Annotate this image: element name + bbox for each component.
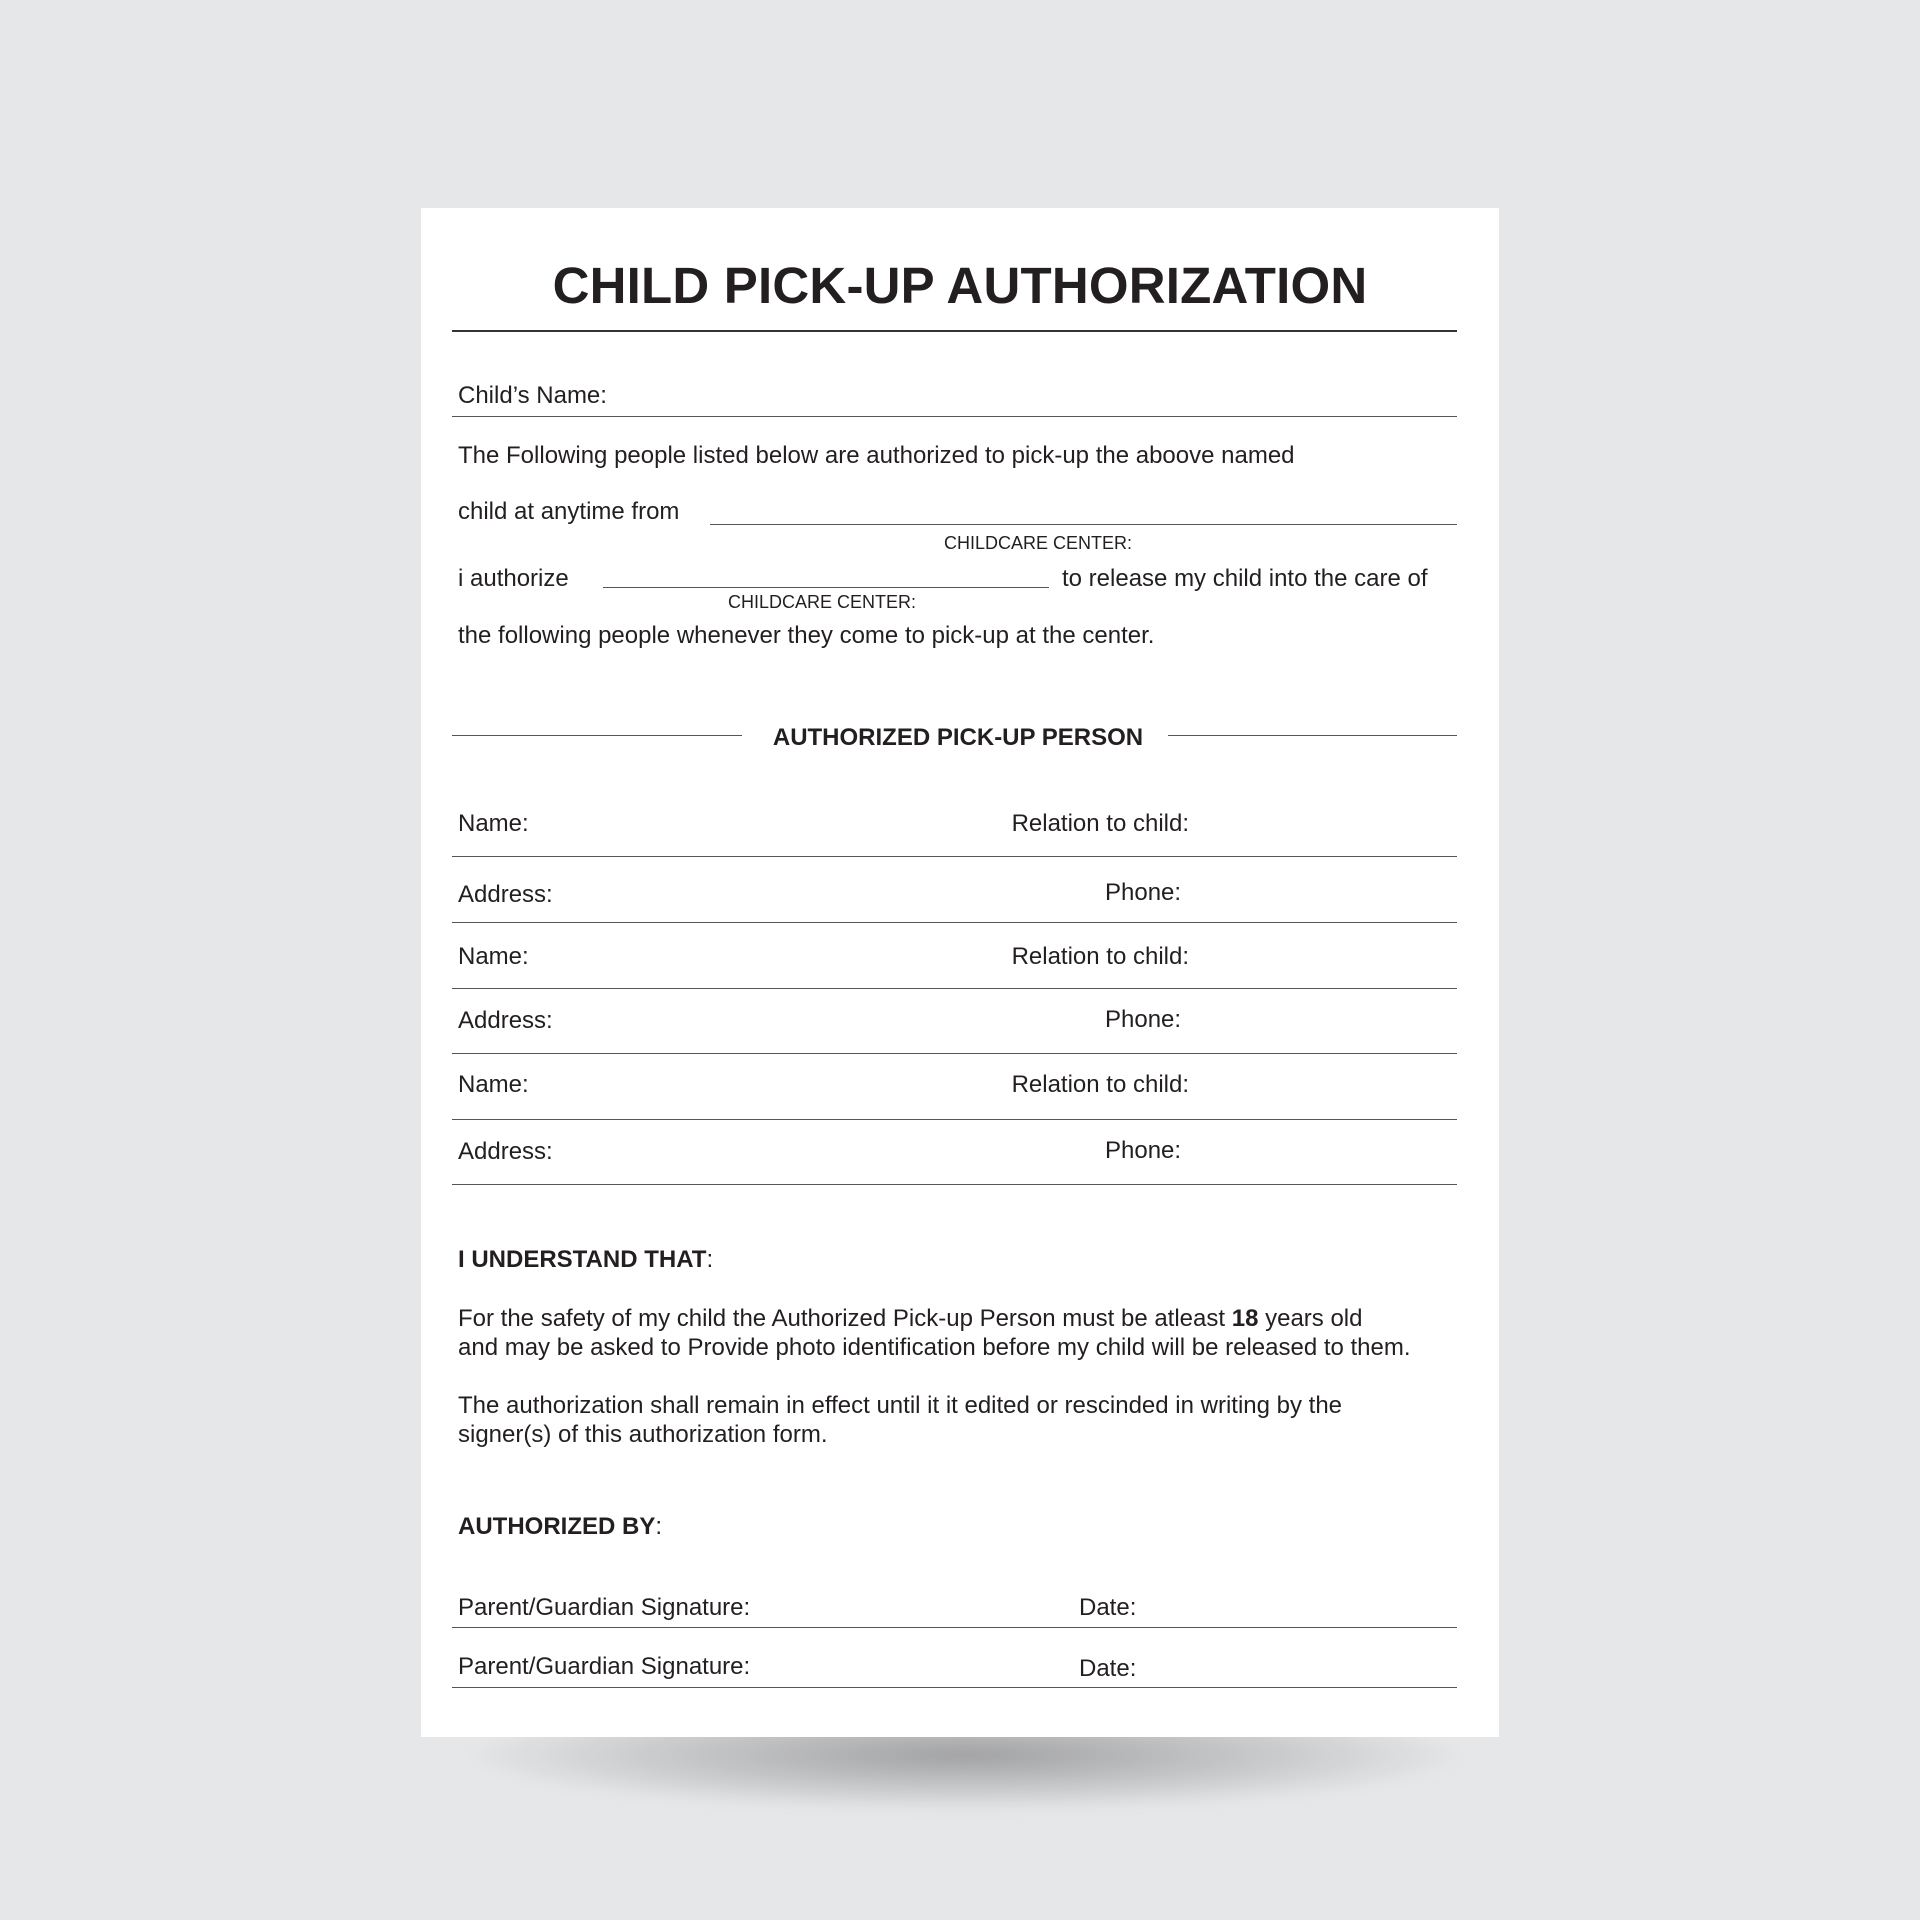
person-2-address-label: Address: <box>458 1007 553 1034</box>
childcare-center-field-2[interactable] <box>603 587 1049 588</box>
safety-line-2: and may be asked to Provide photo identification before my child will be released to them. <box>458 1334 1411 1361</box>
intro-line-1: The Following people listed below are authorized to pick-up the aboove named <box>458 442 1295 469</box>
authorize-suffix: to release my child into the care of <box>1062 565 1428 592</box>
person-3-name-field[interactable] <box>452 1119 1457 1120</box>
person-1-relation-label: Relation to child: <box>1011 810 1189 837</box>
signature-2-field[interactable] <box>452 1687 1457 1688</box>
person-2-address-field[interactable] <box>452 1053 1457 1054</box>
person-1-address-label: Address: <box>458 881 553 908</box>
authorized-by-colon: : <box>655 1513 663 1540</box>
form-sheet <box>421 208 1499 1737</box>
person-3-relation-label: Relation to child: <box>1011 1071 1189 1098</box>
intro-line-2: child at anytime from <box>458 498 680 525</box>
authorized-by-heading-text: AUTHORIZED BY <box>458 1513 656 1540</box>
person-1-phone-label: Phone: <box>1105 879 1182 906</box>
section-rule-left <box>452 735 742 736</box>
person-1-name-label: Name: <box>458 810 529 837</box>
person-2-name-label: Name: <box>458 943 529 970</box>
person-3-address-label: Address: <box>458 1138 553 1165</box>
signature-2-label: Parent/Guardian Signature: <box>458 1653 751 1680</box>
child-name-label: Child’s Name: <box>458 382 607 409</box>
childcare-center-caption-2: CHILDCARE CENTER: <box>728 592 917 612</box>
person-2-relation-label: Relation to child: <box>1011 943 1189 970</box>
person-3-phone-label: Phone: <box>1105 1137 1182 1164</box>
signature-1-date-label: Date: <box>1079 1594 1137 1621</box>
effect-line-2: signer(s) of this authorization form. <box>458 1421 828 1448</box>
understand-heading-colon: : <box>706 1246 714 1273</box>
authorized-by-heading <box>458 1513 662 1541</box>
child-name-field[interactable] <box>452 416 1457 417</box>
safety-line-1 <box>458 1305 1362 1333</box>
signature-1-label: Parent/Guardian Signature: <box>458 1594 751 1621</box>
person-1-name-field[interactable] <box>452 856 1457 857</box>
intro-line-4: the following people whenever they come to pick-up at the center. <box>458 622 1155 649</box>
safety-text-before: For the safety of my child the Authorized Pick-up Person must be atleast <box>458 1305 1226 1332</box>
safety-age: 18 <box>1231 1305 1259 1332</box>
section-rule-right <box>1168 735 1457 736</box>
person-3-address-field[interactable] <box>452 1184 1457 1185</box>
effect-line-1: The authorization shall remain in effect until it it edited or rescinded in writing by the <box>458 1392 1343 1419</box>
person-3-name-label: Name: <box>458 1071 529 1098</box>
signature-1-field[interactable] <box>452 1627 1457 1628</box>
section-title: AUTHORIZED PICK-UP PERSON <box>772 724 1144 751</box>
understand-heading <box>458 1246 713 1274</box>
childcare-center-field-1[interactable] <box>710 524 1457 525</box>
childcare-center-caption-1: CHILDCARE CENTER: <box>944 533 1133 553</box>
understand-heading-text: I UNDERSTAND THAT <box>458 1246 707 1273</box>
person-2-phone-label: Phone: <box>1105 1006 1182 1033</box>
authorize-prefix: i authorize <box>458 565 569 592</box>
person-1-address-field[interactable] <box>452 922 1457 923</box>
form-title: CHILD PICK-UP AUTHORIZATION <box>552 257 1368 314</box>
person-2-name-field[interactable] <box>452 988 1457 989</box>
title-divider <box>452 330 1457 332</box>
signature-2-date-label: Date: <box>1079 1655 1137 1682</box>
safety-text-after: years old <box>1265 1305 1363 1332</box>
